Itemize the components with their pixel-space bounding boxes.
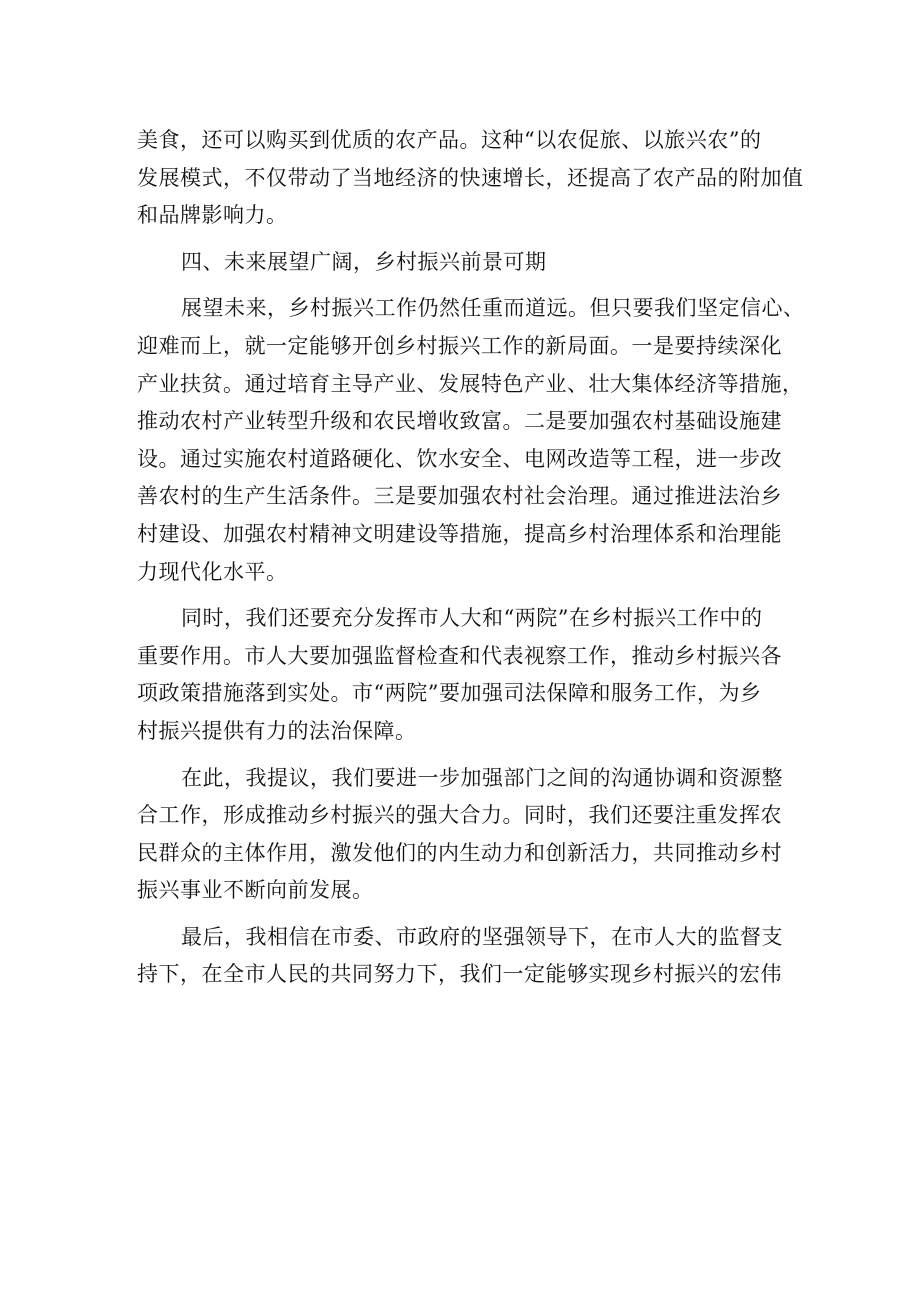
text-line: 振兴事业不断向前发展。 (137, 878, 374, 903)
paragraph-5 (137, 919, 797, 994)
paragraph-2 (137, 290, 805, 591)
section-heading: 四、未来展望广阔，乡村振兴前景可期 (181, 249, 547, 274)
text-line: 力现代化水平。 (137, 559, 288, 584)
text-line: 村振兴提供有力的法治保障。 (137, 718, 417, 743)
text-line: 最后，我相信在市委、市政府的坚强领导下，在市人大的监督支 (181, 924, 783, 949)
text-line: 项政策措施落到实处。市“两院”要加强司法保障和服务工作，为乡 (137, 681, 762, 706)
text-line: 迎难而上，就一定能够开创乡村振兴工作的新局面。一是要持续深化 (137, 333, 782, 358)
text-line: 设。通过实施农村道路硬化、饮水安全、电网改造等工程，进一步改 (137, 446, 782, 471)
text-line: 重要作用。市人大要加强监督检查和代表视察工作，推动乡村振兴各 (137, 643, 782, 668)
text-line: 持下，在全市人民的共同努力下，我们一定能够实现乡村振兴的宏伟 (137, 962, 782, 987)
text-line: 推动农村产业转型升级和农民增收致富。二是要加强农村基础设施建 (137, 409, 782, 434)
text-line: 展望未来，乡村振兴工作仍然任重而道远。但只要我们坚定信心、 (181, 296, 805, 321)
text-line: 善农村的生产生活条件。三是要加强农村社会治理。通过推进法治乡 (137, 484, 782, 509)
text-line: 美食，还可以购买到优质的农产品。这种“以农促旅、以旅兴农”的 (137, 128, 762, 152)
paragraph-3 (137, 600, 797, 750)
text-line: 和品牌影响力。 (137, 203, 288, 228)
text-line: 产业扶贫。通过培育主导产业、发展特色产业、壮大集体经济等措施， (137, 371, 804, 396)
text-line: 民群众的主体作用，激发他们的内生动力和创新活力，共同推动乡村 (137, 840, 782, 865)
text-line: 同时，我们还要充分发挥市人大和“两院”在乡村振兴工作中的 (181, 606, 763, 631)
text-line: 村建设、加强农村精神文明建设等措施，提高乡村治理体系和治理能 (137, 521, 782, 546)
text-line: 合工作，形成推动乡村振兴的强大合力。同时，我们还要注重发挥农 (137, 803, 782, 828)
paragraph-1 (137, 122, 804, 235)
text-line: 发展模式，不仅带动了当地经济的快速增长，还提高了农产品的附加值 (137, 165, 804, 190)
document-body (137, 122, 805, 994)
paragraph-4 (137, 760, 797, 910)
text-line: 在此，我提议，我们要进一步加强部门之间的沟通协调和资源整 (181, 765, 783, 790)
